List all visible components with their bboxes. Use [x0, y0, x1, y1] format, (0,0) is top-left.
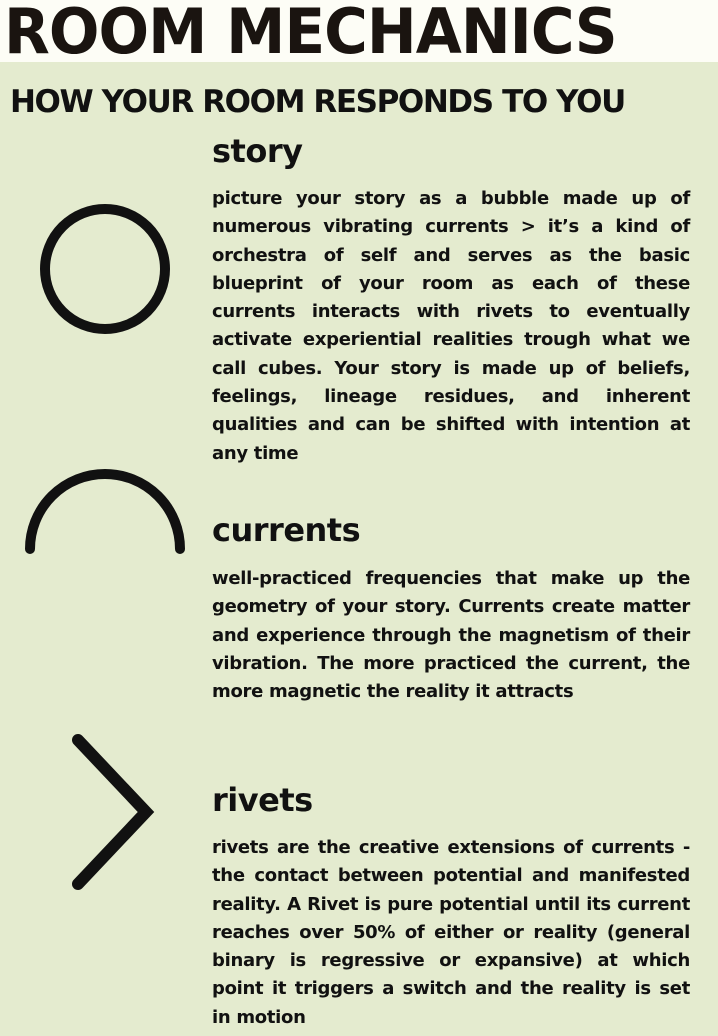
chevron-right-icon	[70, 730, 156, 894]
arc-icon	[22, 465, 188, 557]
section-heading-rivets: rivets	[212, 781, 313, 819]
section-body-story: picture your story as a bubble made up of numerous vibrating currents > it’s a kind of orchestra of self and serves as the basic blueprint of your room as each of these currents interacts with rivets to eventually activate experiential realities trough what we call cubes. Your story is made up of beliefs, feelings, lineage residues, and inherent qualities and can be shifted with intention at any time	[212, 188, 690, 464]
page-subtitle: HOW YOUR ROOM RESPONDS TO YOU	[10, 84, 625, 120]
section-body-currents: well-practiced frequencies that make up the geometry of your story. Currents create matter and experience through the magnetism of their vibration. The more practiced the current, the more magnetic the reality it attracts	[212, 568, 690, 703]
section-heading-currents: currents	[212, 511, 361, 549]
circle-icon	[38, 202, 172, 336]
section-body-rivets: rivets are the creative extensions of currents - the contact between potential and manifested reality. A Rivet is pure potential until its current reaches over 50% of either or reality (general binary is regressive or expansive) at which point it triggers a switch and the reality is set in motion	[212, 837, 690, 1028]
page-title: ROOM MECHANICS	[4, 0, 617, 68]
section-heading-story: story	[212, 132, 303, 170]
